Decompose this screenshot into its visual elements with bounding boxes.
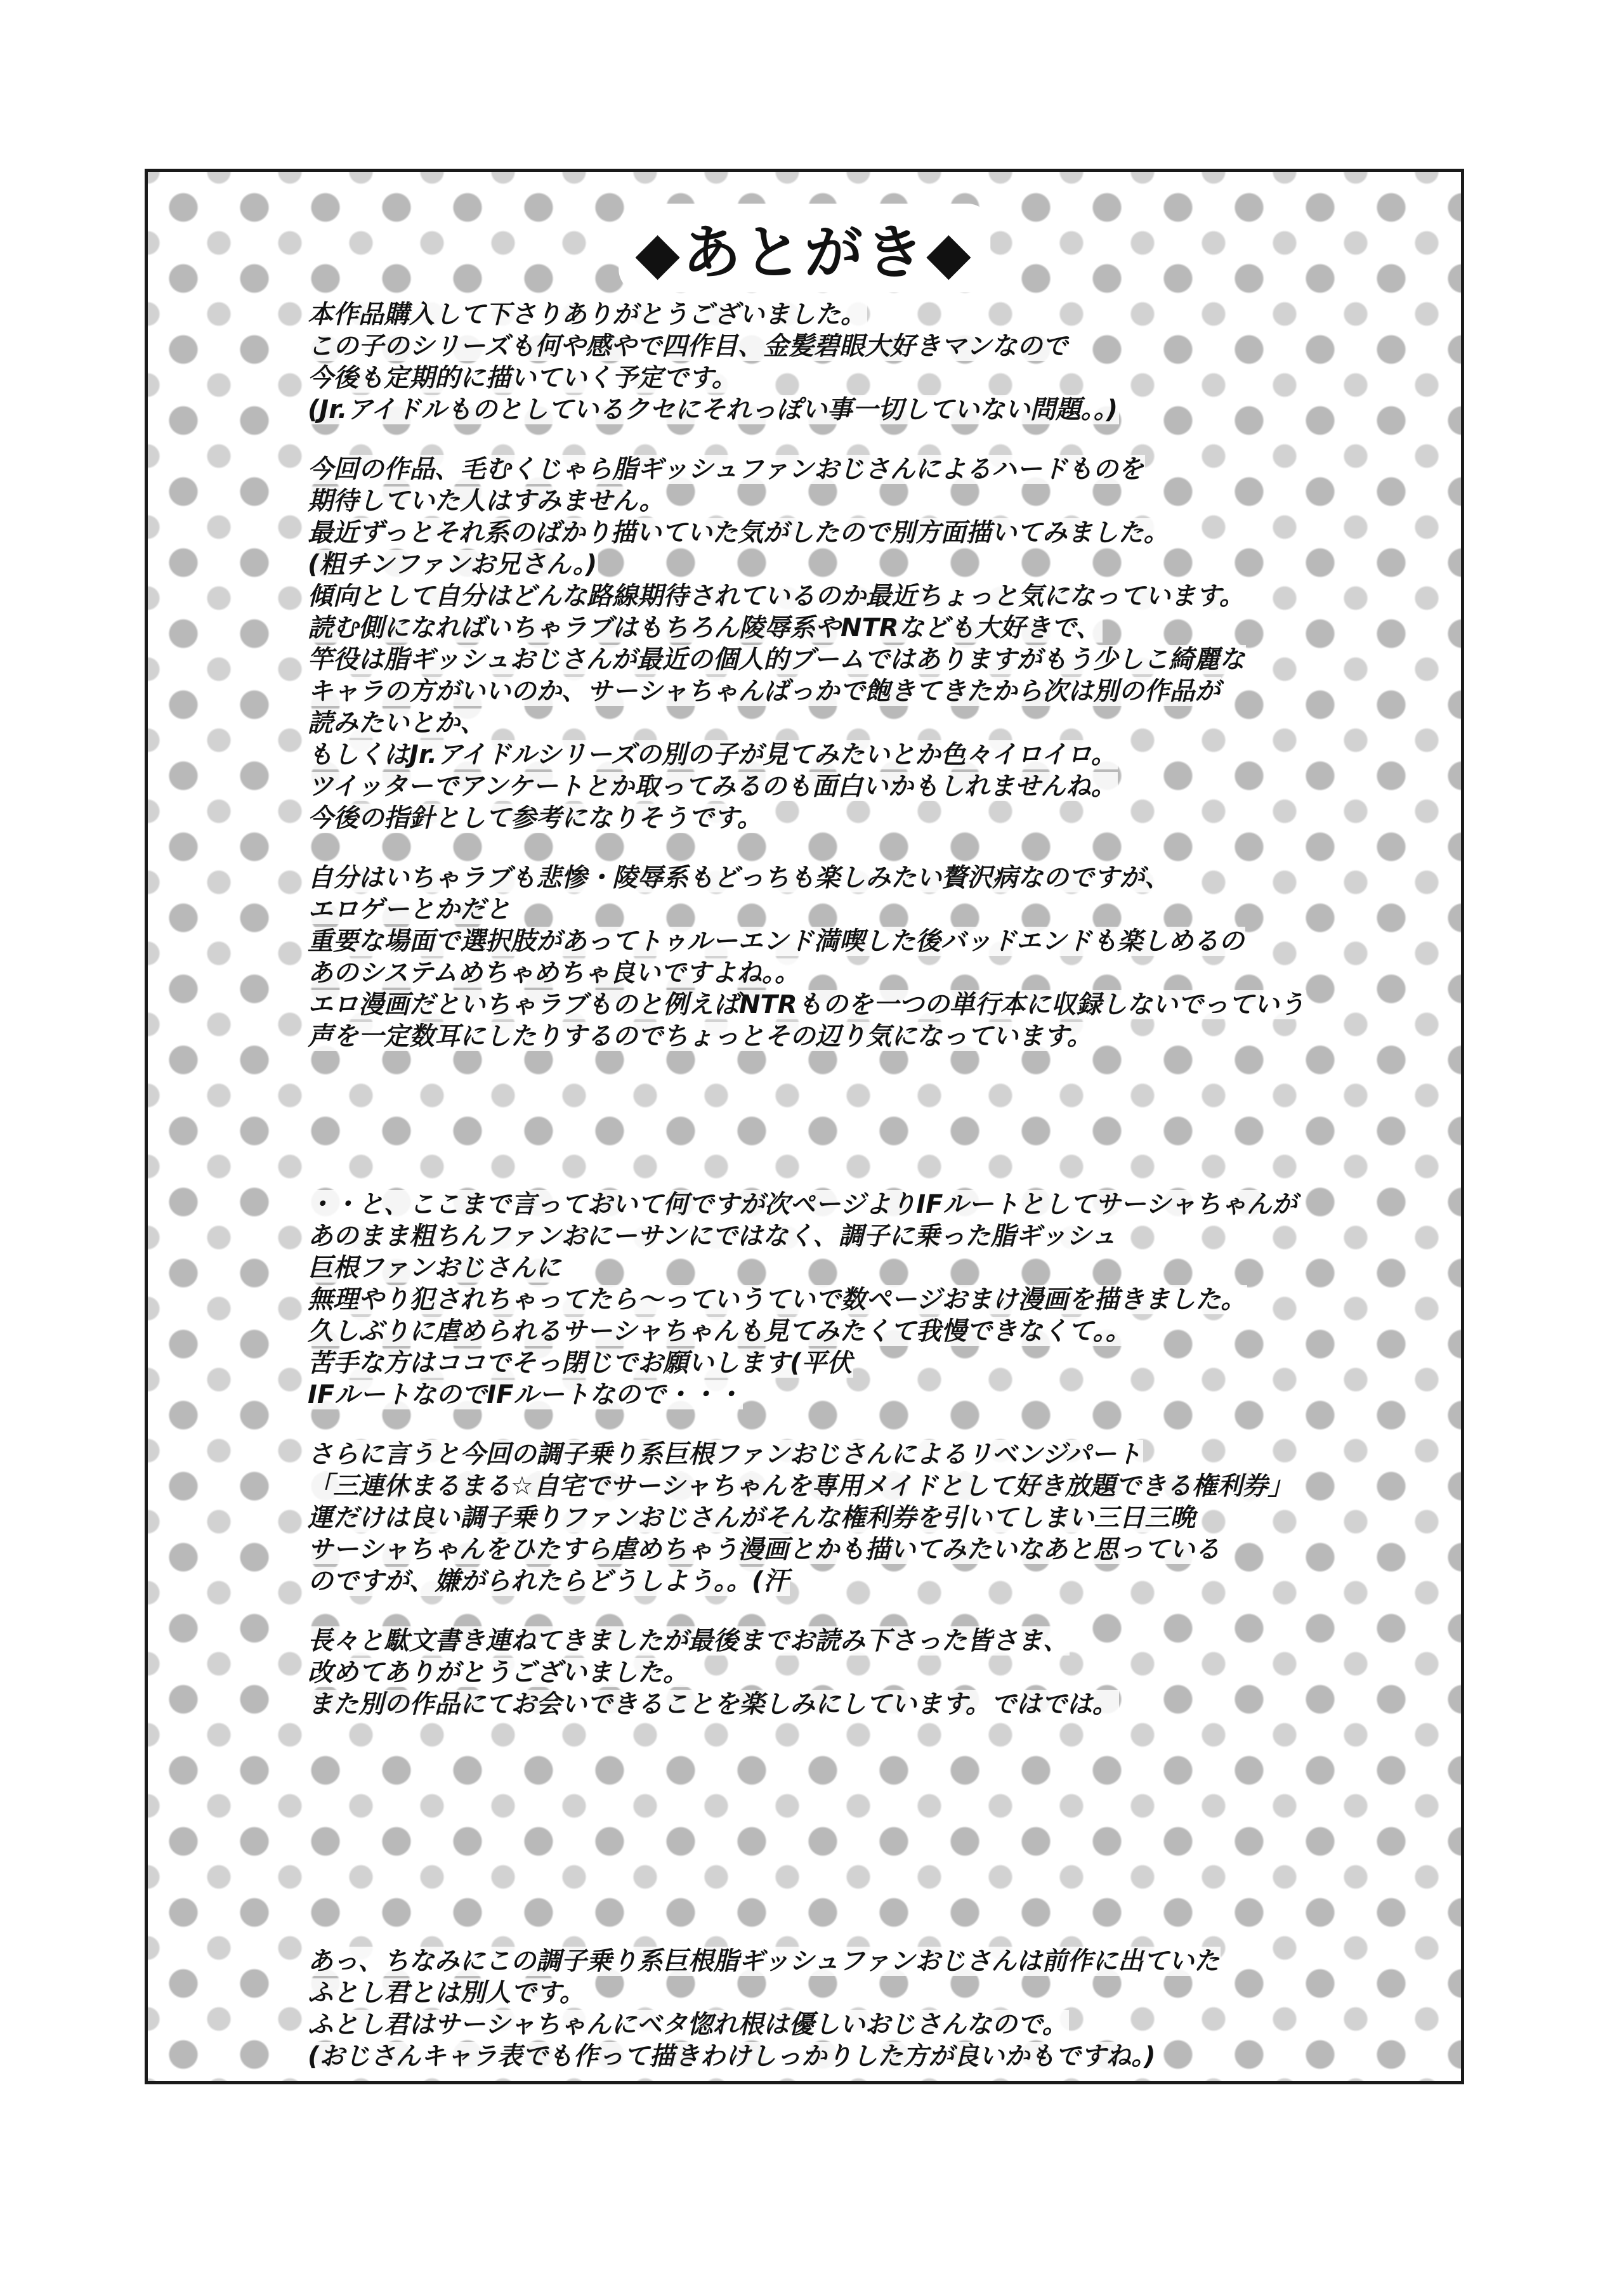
text-line: 「三連休まるまる☆自宅でサーシャちゃんを専用メイドとして好き放題できる権利券」 (308, 1472, 1293, 1501)
text-line: ツイッターでアンケートとか取ってみるのも面白いかもしれませんね。 (308, 772, 1116, 801)
paragraph-preferences (306, 862, 1429, 1052)
text-line: 久しぶりに虐められるサーシャちゃんも見てみたくて我慢できなくて。。 (308, 1317, 1131, 1346)
text-line: 本作品購入して下さりありがとうございました。 (308, 300, 866, 329)
text-line: 読む側になればいちゃラブはもちろん陵辱系やNTRなども大好きで、 (308, 613, 1101, 643)
text-line: (おじさんキャラ表でも作って描きわけしっかりした方が良いかもですね。) (308, 2042, 1156, 2071)
text-line: (粗チンファンお兄さん。) (308, 550, 598, 579)
page-title: ◆あとがき◆ (619, 204, 990, 292)
text-line: また別の作品にてお会いできることを楽しみにしています。ではでは。 (308, 1690, 1118, 1719)
text-line: のですが、嫌がられたらどうしよう。。(汗 (308, 1567, 789, 1596)
paragraph-postscript (306, 1945, 1429, 2072)
text-line: (Jr.アイドルものとしているクセにそれっぽい事一切していない問題。。) (308, 395, 1118, 424)
afterword-frame (145, 169, 1464, 2084)
afterword-body (306, 299, 1429, 2072)
text-line: キャラの方がいいのか、サーシャちゃんばっかで飽きてきたから次は別の作品が (308, 677, 1221, 706)
text-line: IFルートなのでIFルートなので・・・ (308, 1380, 742, 1409)
text-line: 無理やり犯されちゃってたら〜っていうていで数ページおまけ漫画を描きました。 (308, 1285, 1247, 1314)
text-line: ふとし君はサーシャちゃんにベタ惚れ根は優しいおじさんなので。 (308, 2010, 1068, 2039)
text-line: ・・と、ここまで言っておいて何ですが次ページよりIFルートとしてサーシャちゃんが (308, 1190, 1297, 1219)
paragraph-this-work (306, 454, 1429, 834)
text-line: 声を一定数耳にしたりするのでちょっとその辺り気になっています。 (308, 1022, 1092, 1051)
text-line: さらに言うと今回の調子乗り系巨根ファンおじさんによるリベンジパート (308, 1440, 1142, 1469)
text-line: 運だけは良い調子乗りファンおじさんがそんな権利券を引いてしまい三日三晩 (308, 1503, 1196, 1532)
text-line: この子のシリーズも何や感やで四作目、金髪碧眼大好きマンなので (308, 332, 1068, 361)
text-line: あっ、ちなみにこの調子乗り系巨根脂ギッシュファンおじさんは前作に出ていた (308, 1947, 1220, 1976)
text-line: サーシャちゃんをひたすら虐めちゃう漫画とかも描いてみたいなあと思っている (308, 1535, 1221, 1564)
text-line: 今後の指針として参考になりそうです。 (308, 804, 763, 833)
text-line: 長々と駄文書き連ねてきましたが最後までお読み下さった皆さま、 (308, 1626, 1068, 1656)
text-line: あのまま粗ちんファンおにーサンにではなく、調子に乗った脂ギッシュ (308, 1222, 1116, 1251)
text-line: エロ漫画だといちゃラブものと例えばNTRものを一つの単行本に収録しないでっていう (308, 990, 1305, 1019)
text-line: 今後も定期的に描いていく予定です。 (308, 363, 737, 393)
paragraph-revenge-part (306, 1439, 1429, 1597)
text-line: あのシステムめちゃめちゃ良いですよね。。 (308, 958, 800, 988)
text-line: 最近ずっとそれ系のばかり描いていた気がしたので別方面描いてみました。 (308, 518, 1169, 547)
text-line: 竿役は脂ギッシュおじさんが最近の個人的ブームではありますがもう少しこ綺麗な (308, 645, 1245, 674)
text-line: エロゲーとかだと (308, 895, 511, 924)
paragraph-closing (306, 1625, 1429, 1720)
paragraph-thanks (306, 299, 1429, 426)
text-line: 今回の作品、毛むくじゃら脂ギッシュファンおじさんによるハードものを (308, 455, 1144, 484)
text-line: 巨根ファンおじさんに (308, 1253, 561, 1283)
text-line: 期待していた人はすみません。 (308, 487, 665, 516)
text-line: 苦手な方はココでそっ閉じでお願いします(平伏 (308, 1349, 853, 1378)
paragraph-if-route (306, 1189, 1429, 1411)
text-line: ふとし君とは別人です。 (308, 1978, 585, 2008)
text-line: 改めてありがとうございました。 (308, 1658, 688, 1687)
text-line: 自分はいちゃラブも悲惨・陵辱系もどっちも楽しみたい贅沢病なのですが、 (308, 863, 1170, 892)
text-line: 読みたいとか、 (308, 709, 485, 738)
text-line: 重要な場面で選択肢があってトゥルーエンド満喫した後バッドエンドも楽しめるの (308, 927, 1245, 956)
text-line: もしくはJr.アイドルシリーズの別の子が見てみたいとか色々イロイロ。 (308, 740, 1116, 769)
text-line: 傾向として自分はどんな路線期待されているのか最近ちょっと気になっています。 (308, 582, 1245, 611)
